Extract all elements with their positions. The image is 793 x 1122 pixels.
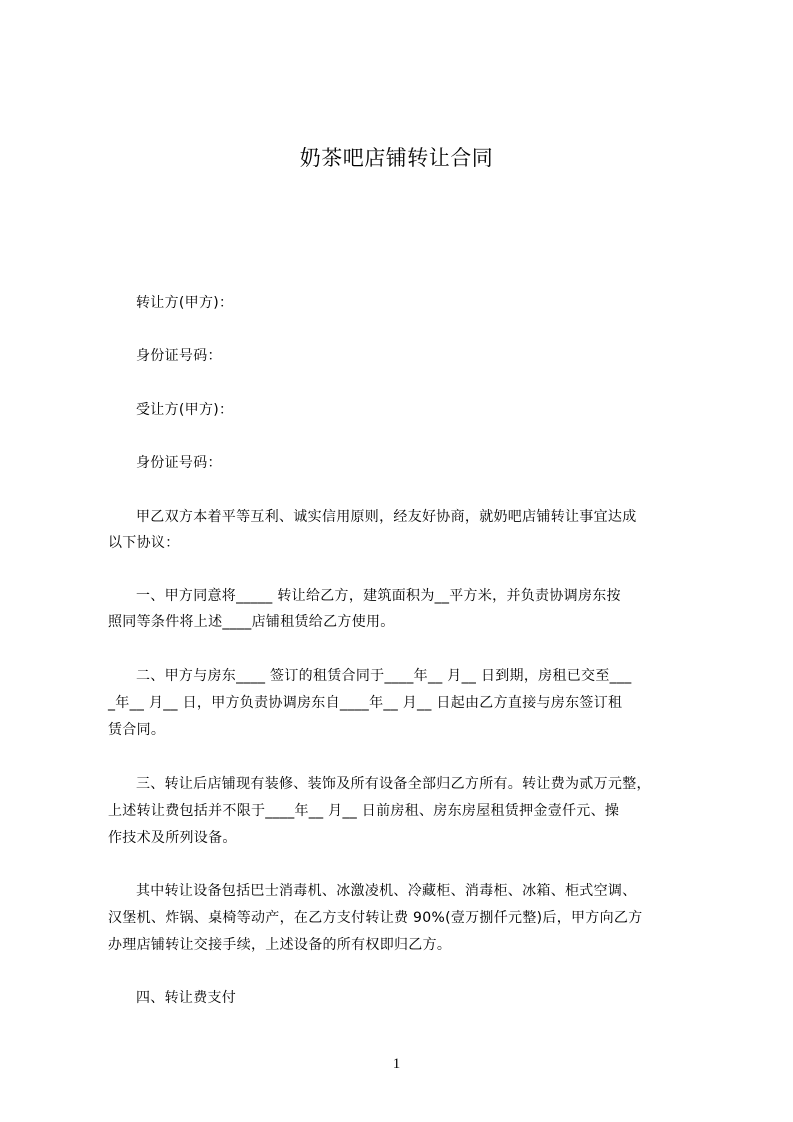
paragraph-line: 上述转让费包括并不限于____年__ 月__ 日前房租、房东房屋租赁押金壹仟元、操 — [108, 803, 620, 819]
paragraph-line: 二、甲方与房东____ 签订的租赁合同于____年__ 月__ 日到期，房租已交至___ — [136, 668, 632, 684]
paragraph-line: 作技术及所列设备。 — [108, 830, 237, 846]
transferor-id-field: 身份证号码： — [136, 348, 222, 364]
paragraph-line: 其中转让设备包括巴士消毒机、冰激凌机、冷藏柜、消毒柜、冰箱、柜式空调、 — [136, 883, 637, 899]
paragraph-line: _年__ 月__ 日，甲方负责协调房东自____年__ 月__ 日起由乙方直接与房东签订租 — [108, 695, 623, 711]
paragraph-line: 赁合同。 — [108, 722, 166, 738]
paragraph-line: 甲乙双方本着平等互利、诚实信用原则，经友好协商，就奶吧店铺转让事宜达成 — [136, 509, 637, 525]
paragraph-line: 办理店铺转让交接手续，上述设备的所有权即归乙方。 — [108, 937, 452, 953]
paragraph-line: 三、转让后店铺现有装修、装饰及所有设备全部归乙方所有。转让费为贰万元整， — [136, 776, 651, 792]
transferor-field: 转让方(甲方)： — [136, 295, 234, 311]
paragraph-line: 一、甲方同意将_____ 转让给乙方，建筑面积为__平方米，并负责协调房东按 — [136, 588, 621, 604]
page-number: 1 — [392, 1056, 401, 1072]
paragraph-line: 照同等条件将上述____店铺租赁给乙方使用。 — [108, 614, 395, 630]
transferee-id-field: 身份证号码： — [136, 455, 222, 471]
document-title: 奶茶吧店铺转让合同 — [299, 146, 494, 170]
transferee-field: 受让方(甲方)： — [136, 402, 234, 418]
paragraph-line: 汉堡机、炸锅、桌椅等动产，在乙方支付转让费 90%(壹万捌仟元整)后，甲方向乙方 — [108, 910, 643, 926]
paragraph-line: 以下协议： — [108, 535, 180, 551]
clause-4-heading: 四、转让费支付 — [136, 990, 237, 1006]
